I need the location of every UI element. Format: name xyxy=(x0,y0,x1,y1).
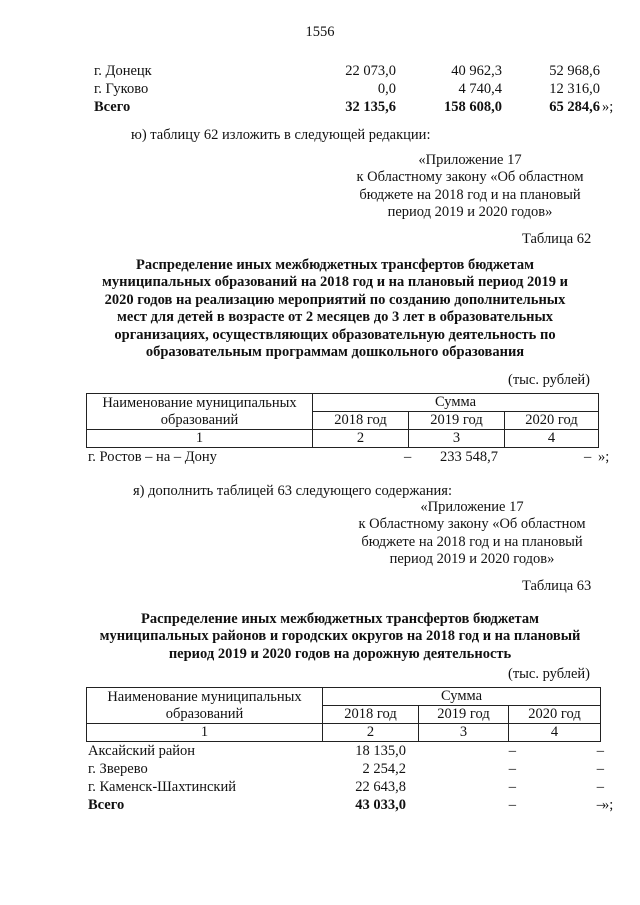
row-value-2018: 22 643,8 xyxy=(355,779,406,795)
row-name: Всего xyxy=(88,797,125,813)
appendix-line: к Областному закону «Об областном xyxy=(358,516,586,533)
col-number: 1 xyxy=(87,430,313,448)
row-value-2019: – xyxy=(508,797,516,813)
table-row xyxy=(88,449,640,466)
appendix-note xyxy=(334,499,610,569)
row-value-2019: – xyxy=(508,779,516,795)
table-62-header xyxy=(86,393,599,448)
title-line: 2020 годов на реализацию мероприятий по созданию дополнительных xyxy=(104,291,566,308)
row-value-2020: 52 968,6 xyxy=(549,63,600,79)
title-line: образовательным программам дошкольного образования xyxy=(145,343,525,360)
col-number: 2 xyxy=(323,724,419,742)
table-row xyxy=(94,81,640,98)
row-value-2020: – xyxy=(584,449,592,465)
appendix-line: «Приложение 17 xyxy=(418,152,522,168)
row-value-2019: – xyxy=(508,761,516,777)
row-value-2019: – xyxy=(508,743,516,759)
row-value-2020: – xyxy=(596,797,604,813)
row-value-2018: – xyxy=(404,449,412,465)
header-2019: 2019 год xyxy=(409,412,505,430)
table-title xyxy=(60,257,610,361)
row-value-2020: 65 284,6 xyxy=(549,99,600,115)
col-number: 4 xyxy=(509,724,601,742)
appendix-line: «Приложение 17 xyxy=(420,499,524,515)
header-2018: 2018 год xyxy=(323,706,419,724)
row-value-2019: 158 608,0 xyxy=(444,99,502,115)
table-label: Таблица 62 xyxy=(522,231,592,247)
table-63-header xyxy=(86,687,601,742)
row-value-2020: 12 316,0 xyxy=(549,81,600,97)
section-intro: я) дополнить таблицей 63 следующего содержания: xyxy=(133,483,453,499)
table-row-total xyxy=(88,797,640,814)
header-sum: Сумма xyxy=(313,394,599,412)
title-line: мест для детей в возрасте от 2 месяцев до 3 лет в образовательных xyxy=(116,309,554,326)
header-name-line: образований xyxy=(160,411,239,428)
header-2018: 2018 год xyxy=(313,412,409,430)
row-value-2020: – xyxy=(596,761,604,777)
table-row xyxy=(88,761,640,778)
col-number: 4 xyxy=(505,430,599,448)
row-tail: »; xyxy=(602,99,614,115)
row-name: Аксайский район xyxy=(88,743,196,759)
units-label: (тыс. рублей) xyxy=(508,666,590,682)
header-sum: Сумма xyxy=(323,688,601,706)
col-number: 2 xyxy=(313,430,409,448)
appendix-line: бюджете на 2018 год и на плановый xyxy=(359,186,581,203)
header-name-line: Наименование муниципальных xyxy=(102,394,297,411)
row-value-2018: 32 135,6 xyxy=(345,99,396,115)
row-value-2018: 18 135,0 xyxy=(355,743,406,759)
row-value-2020: – xyxy=(596,779,604,795)
row-value-2018: 22 073,0 xyxy=(345,63,396,79)
row-name: г. Каменск-Шахтинский xyxy=(88,779,236,795)
title-line: муниципальных районов и городских округов на 2018 год и на плановый xyxy=(99,628,581,645)
units-label: (тыс. рублей) xyxy=(508,372,590,388)
row-tail: »; xyxy=(602,797,614,813)
page-number: 1556 xyxy=(305,24,335,40)
table-row-total xyxy=(94,99,640,116)
row-name: Всего xyxy=(94,99,131,115)
row-name: г. Ростов – на – Дону xyxy=(88,449,217,465)
col-number: 3 xyxy=(409,430,505,448)
table-row xyxy=(88,779,640,796)
title-line: Распределение иных межбюджетных трансфертов бюджетам xyxy=(141,611,539,627)
appendix-line: бюджете на 2018 год и на плановый xyxy=(361,533,583,550)
row-name: г. Зверево xyxy=(88,761,148,777)
row-name: г. Гуково xyxy=(94,81,149,97)
appendix-line: к Областному закону «Об областном xyxy=(356,169,584,186)
row-value-2018: 2 254,2 xyxy=(362,761,406,777)
header-name-line: образований xyxy=(165,705,244,722)
table-row xyxy=(88,743,640,760)
header-2020: 2020 год xyxy=(509,706,601,724)
header-name-line: Наименование муниципальных xyxy=(107,688,302,705)
appendix-note xyxy=(330,152,610,222)
col-number: 3 xyxy=(419,724,509,742)
table-row xyxy=(94,63,640,80)
table-title xyxy=(60,611,620,663)
header-2020: 2020 год xyxy=(505,412,599,430)
appendix-line: период 2019 и 2020 годов» xyxy=(389,551,555,568)
row-value-2019: 40 962,3 xyxy=(451,63,502,79)
table-label: Таблица 63 xyxy=(522,578,592,594)
title-line: организациях, осуществляющих образовательную деятельность по xyxy=(114,326,556,343)
header-name-cell xyxy=(87,688,323,724)
title-line: период 2019 и 2020 годов на дорожную деятельность xyxy=(168,645,512,662)
row-tail: »; xyxy=(598,449,610,465)
row-value-2018: 0,0 xyxy=(377,81,396,97)
section-intro: ю) таблицу 62 изложить в следующей редакции: xyxy=(131,127,431,143)
title-line: Распределение иных межбюджетных трансфертов бюджетам xyxy=(136,257,534,273)
row-value-2018: 43 033,0 xyxy=(355,797,406,813)
row-value-2019: 4 740,4 xyxy=(458,81,502,97)
row-name: г. Донецк xyxy=(94,63,152,79)
header-name-cell xyxy=(87,394,313,430)
header-2019: 2019 год xyxy=(419,706,509,724)
title-line: муниципальных образований на 2018 год и на плановый период 2019 и xyxy=(101,274,569,291)
col-number: 1 xyxy=(87,724,323,742)
row-value-2019: 233 548,7 xyxy=(440,449,498,465)
appendix-line: период 2019 и 2020 годов» xyxy=(387,204,553,221)
row-value-2020: – xyxy=(596,743,604,759)
